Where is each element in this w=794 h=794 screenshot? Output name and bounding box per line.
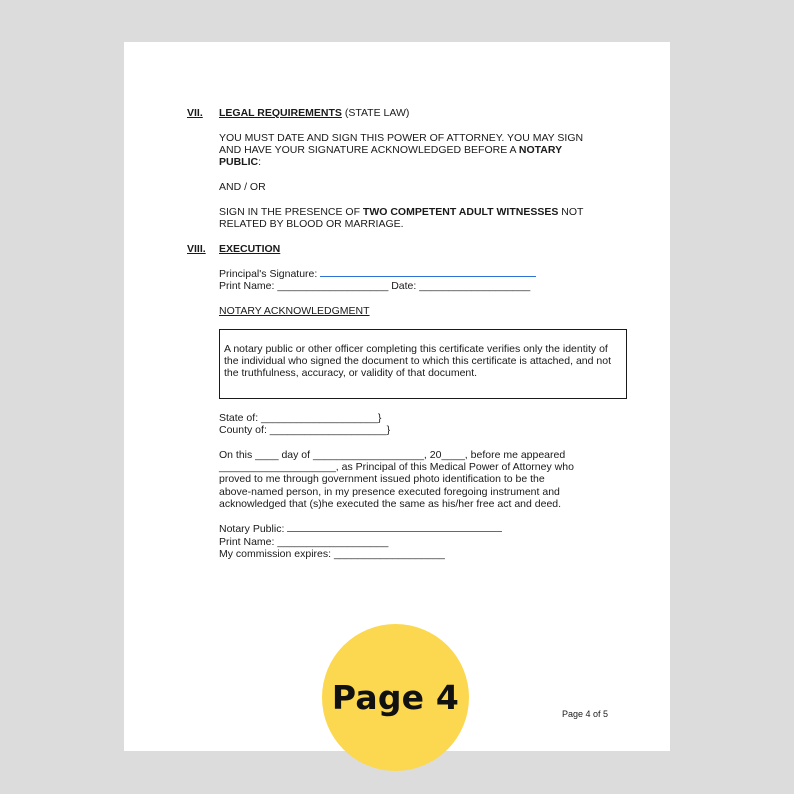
- section-vii-heading: [219, 107, 409, 119]
- notary-ack-heading: NOTARY ACKNOWLEDGMENT: [219, 305, 370, 317]
- county-of-line: County of: ____________________}: [219, 424, 391, 436]
- on-this-line2: ____________________, as Principal of this Medical Power of Attorney who: [219, 461, 574, 473]
- section-vii-number: VII.: [187, 107, 203, 119]
- print-name-date-line: Print Name: ___________________ Date: ___________________: [219, 280, 531, 292]
- box-line1: A notary public or other officer completing this certificate verifies only the identity of: [224, 343, 608, 355]
- section-vii-title: LEGAL REQUIREMENTS: [219, 107, 342, 119]
- vii-para1-colon: :: [258, 156, 262, 168]
- vii-para1-line2-text: AND HAVE YOUR SIGNATURE ACKNOWLEDGED BEFORE A: [219, 144, 519, 156]
- page-badge-label: Page 4: [331, 678, 460, 717]
- principal-signature-label: Principal's Signature:: [219, 268, 318, 280]
- commission-expires-line: My commission expires: ___________________: [219, 548, 445, 560]
- section-vii-title-suffix: (STATE LAW): [344, 107, 410, 119]
- vii-para2-pre: SIGN IN THE PRESENCE OF: [219, 206, 363, 218]
- box-line2: the individual who signed the document to which this certificate is attached, and not: [224, 355, 611, 367]
- vii-para2-bold: TWO COMPETENT ADULT WITNESSES: [362, 206, 559, 218]
- print-name2-line: Print Name: ___________________: [219, 536, 389, 548]
- vii-para1-line3: [219, 156, 261, 168]
- and-or-text: AND / OR: [219, 181, 266, 193]
- box-line3: the truthfulness, accuracy, or validity of that document.: [224, 367, 478, 379]
- vii-para1-line2: [219, 144, 562, 156]
- section-viii-title: EXECUTION: [219, 243, 281, 255]
- on-this-line1: On this ____ day of ___________________, 20____, before me appeared: [219, 449, 566, 461]
- vii-para1-notary-bold: NOTARY: [518, 144, 563, 156]
- page-badge: [322, 624, 469, 771]
- state-of-line: State of: ____________________}: [219, 412, 382, 424]
- vii-para2-line1: [219, 206, 583, 218]
- notary-public-label: Notary Public:: [219, 523, 285, 535]
- vii-para2-line2: RELATED BY BLOOD OR MARRIAGE.: [219, 218, 404, 230]
- on-this-line4: above-named person, in my presence executed foregoing instrument and: [219, 486, 560, 498]
- vii-para1-public-bold: PUBLIC: [219, 156, 259, 168]
- principal-signature-row: [219, 268, 536, 280]
- on-this-line5: acknowledged that (s)he executed the same as his/her free act and deed.: [219, 498, 562, 510]
- principal-signature-line[interactable]: [320, 276, 536, 277]
- page-number: Page 4 of 5: [562, 709, 609, 719]
- section-viii-number: VIII.: [187, 243, 206, 255]
- on-this-line3: proved to me through government issued photo identification to be the: [219, 473, 545, 485]
- vii-para2-post: NOT: [558, 206, 584, 218]
- notary-public-row: [219, 523, 502, 535]
- vii-para1-line1: YOU MUST DATE AND SIGN THIS POWER OF ATTORNEY. YOU MAY SIGN: [219, 132, 584, 144]
- notary-signature-line[interactable]: [287, 531, 502, 532]
